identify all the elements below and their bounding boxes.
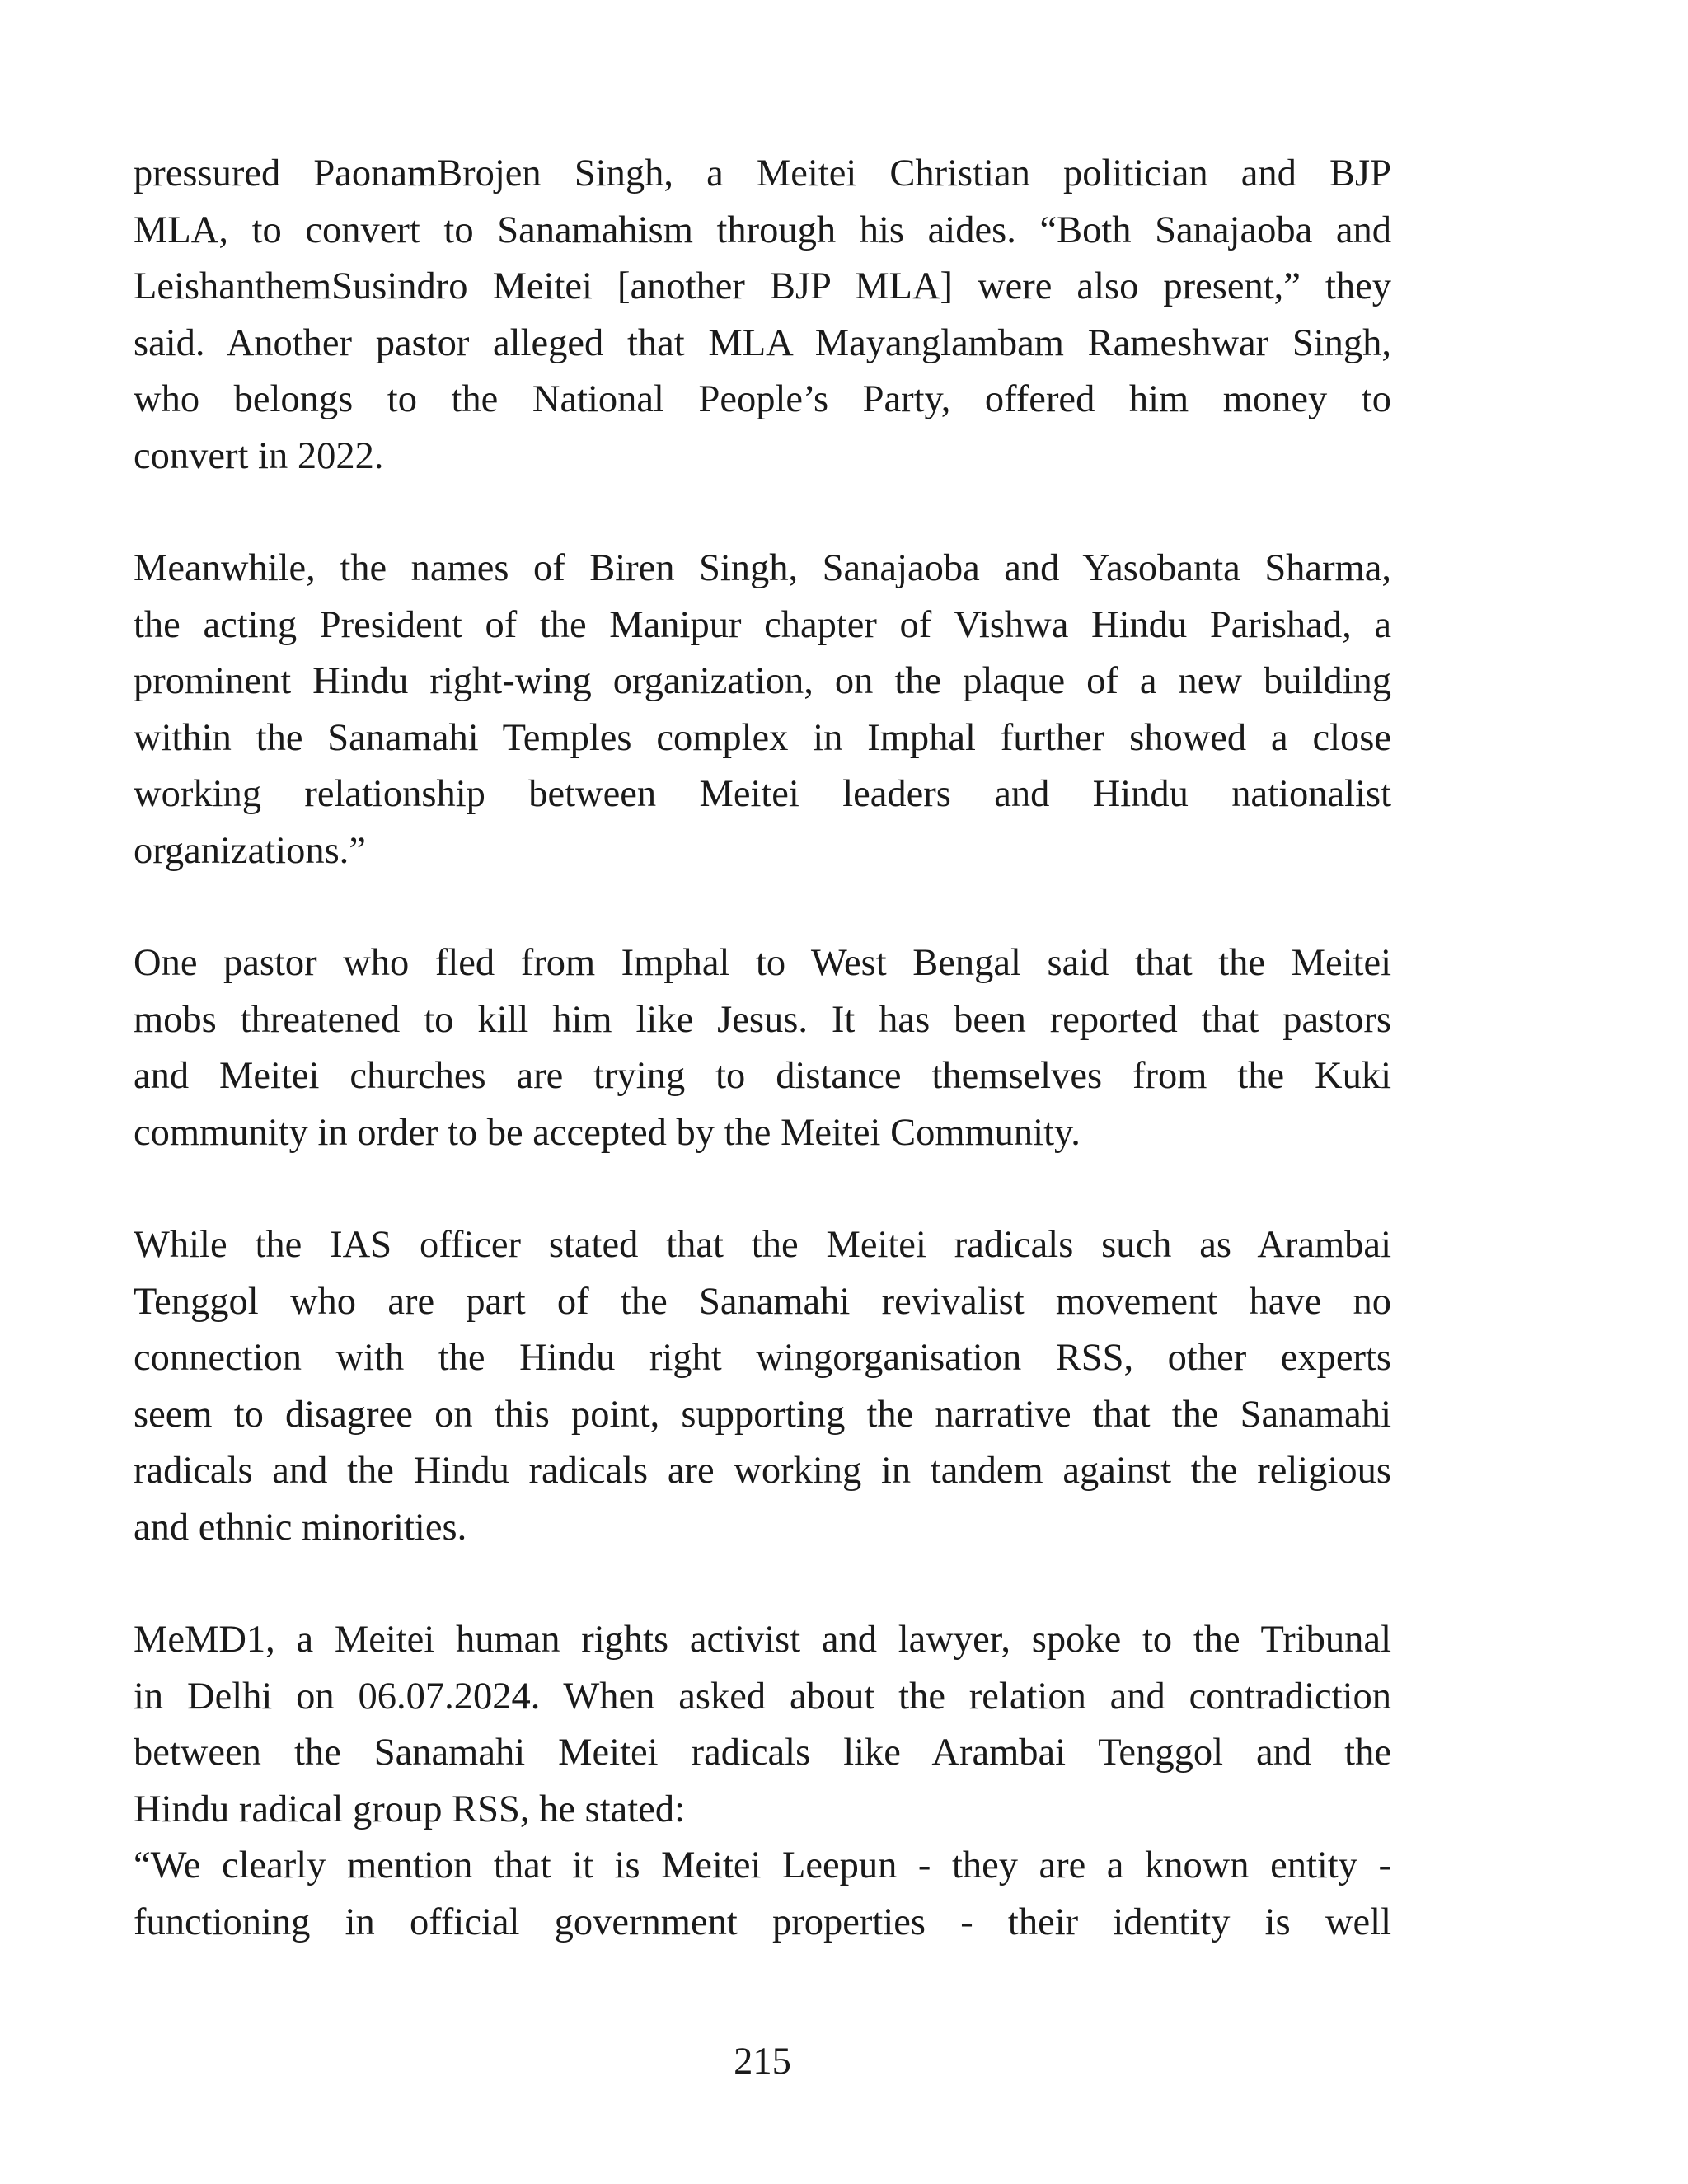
text-line: in Delhi on 06.07.2024. When asked about the relation and contradiction [134,1675,1391,1718]
text-line: within the Sanamahi Temples complex in Imphal further showed a close [134,716,1391,759]
text-line: community in order to be accepted by the Meitei Community. [134,1111,1081,1154]
text-line: working relationship between Meitei leaders and Hindu nationalist [134,773,1391,815]
text-line: and Meitei churches are trying to distance themselves from the Kuki [134,1055,1391,1097]
paragraph-5 [134,1612,1391,1951]
text-line: seem to disagree on this point, supporting the narrative that the Sanamahi [134,1393,1391,1436]
text-line: the acting President of the Manipur chapter of Vishwa Hindu Parishad, a [134,603,1391,646]
quote-line: functioning in official government properties - their identity is well [134,1900,1391,1943]
paragraph-4 [134,1217,1391,1556]
text-line: One pastor who fled from Imphal to West Bengal said that the Meitei [134,942,1391,984]
page-number: 215 [734,2041,791,2083]
text-line: Hindu radical group RSS, he stated: [134,1788,685,1830]
paragraph-1 [134,146,1391,485]
text-line: While the IAS officer stated that the Meitei radicals such as Arambai [134,1224,1391,1266]
text-line: and ethnic minorities. [134,1506,467,1549]
paragraph-3 [134,935,1391,1161]
text-line: LeishanthemSusindro Meitei [another BJP MLA] were also present,” they [134,265,1391,307]
text-line: convert in 2022. [134,434,384,477]
paragraph-2 [134,541,1391,879]
text-line: MLA, to convert to Sanamahism through his aides. “Both Sanajaoba and [134,209,1391,251]
text-line: who belongs to the National People’s Party, offered him money to [134,378,1391,420]
text-line: Meanwhile, the names of Biren Singh, Sanajaoba and Yasobanta Sharma, [134,547,1391,589]
text-line: between the Sanamahi Meitei radicals like Arambai Tenggol and the [134,1732,1391,1774]
text-line: organizations.” [134,829,366,872]
quote-line: “We clearly mention that it is Meitei Leepun - they are a known entity - [134,1844,1391,1886]
text-line: pressured PaonamBrojen Singh, a Meitei Christian politician and BJP [134,152,1391,194]
body-text [134,146,1391,1951]
text-line: prominent Hindu right-wing organization, on the plaque of a new building [134,660,1391,702]
text-line: radicals and the Hindu radicals are working in tandem against the religious [134,1450,1391,1492]
text-line: MeMD1, a Meitei human rights activist and lawyer, spoke to the Tribunal [134,1619,1391,1661]
text-line: mobs threatened to kill him like Jesus. It has been reported that pastors [134,998,1391,1041]
text-line: connection with the Hindu right wingorganisation RSS, other experts [134,1337,1391,1379]
text-line: said. Another pastor alleged that MLA Mayanglambam Rameshwar Singh, [134,321,1391,364]
text-line: Tenggol who are part of the Sanamahi revivalist movement have no [134,1280,1391,1323]
